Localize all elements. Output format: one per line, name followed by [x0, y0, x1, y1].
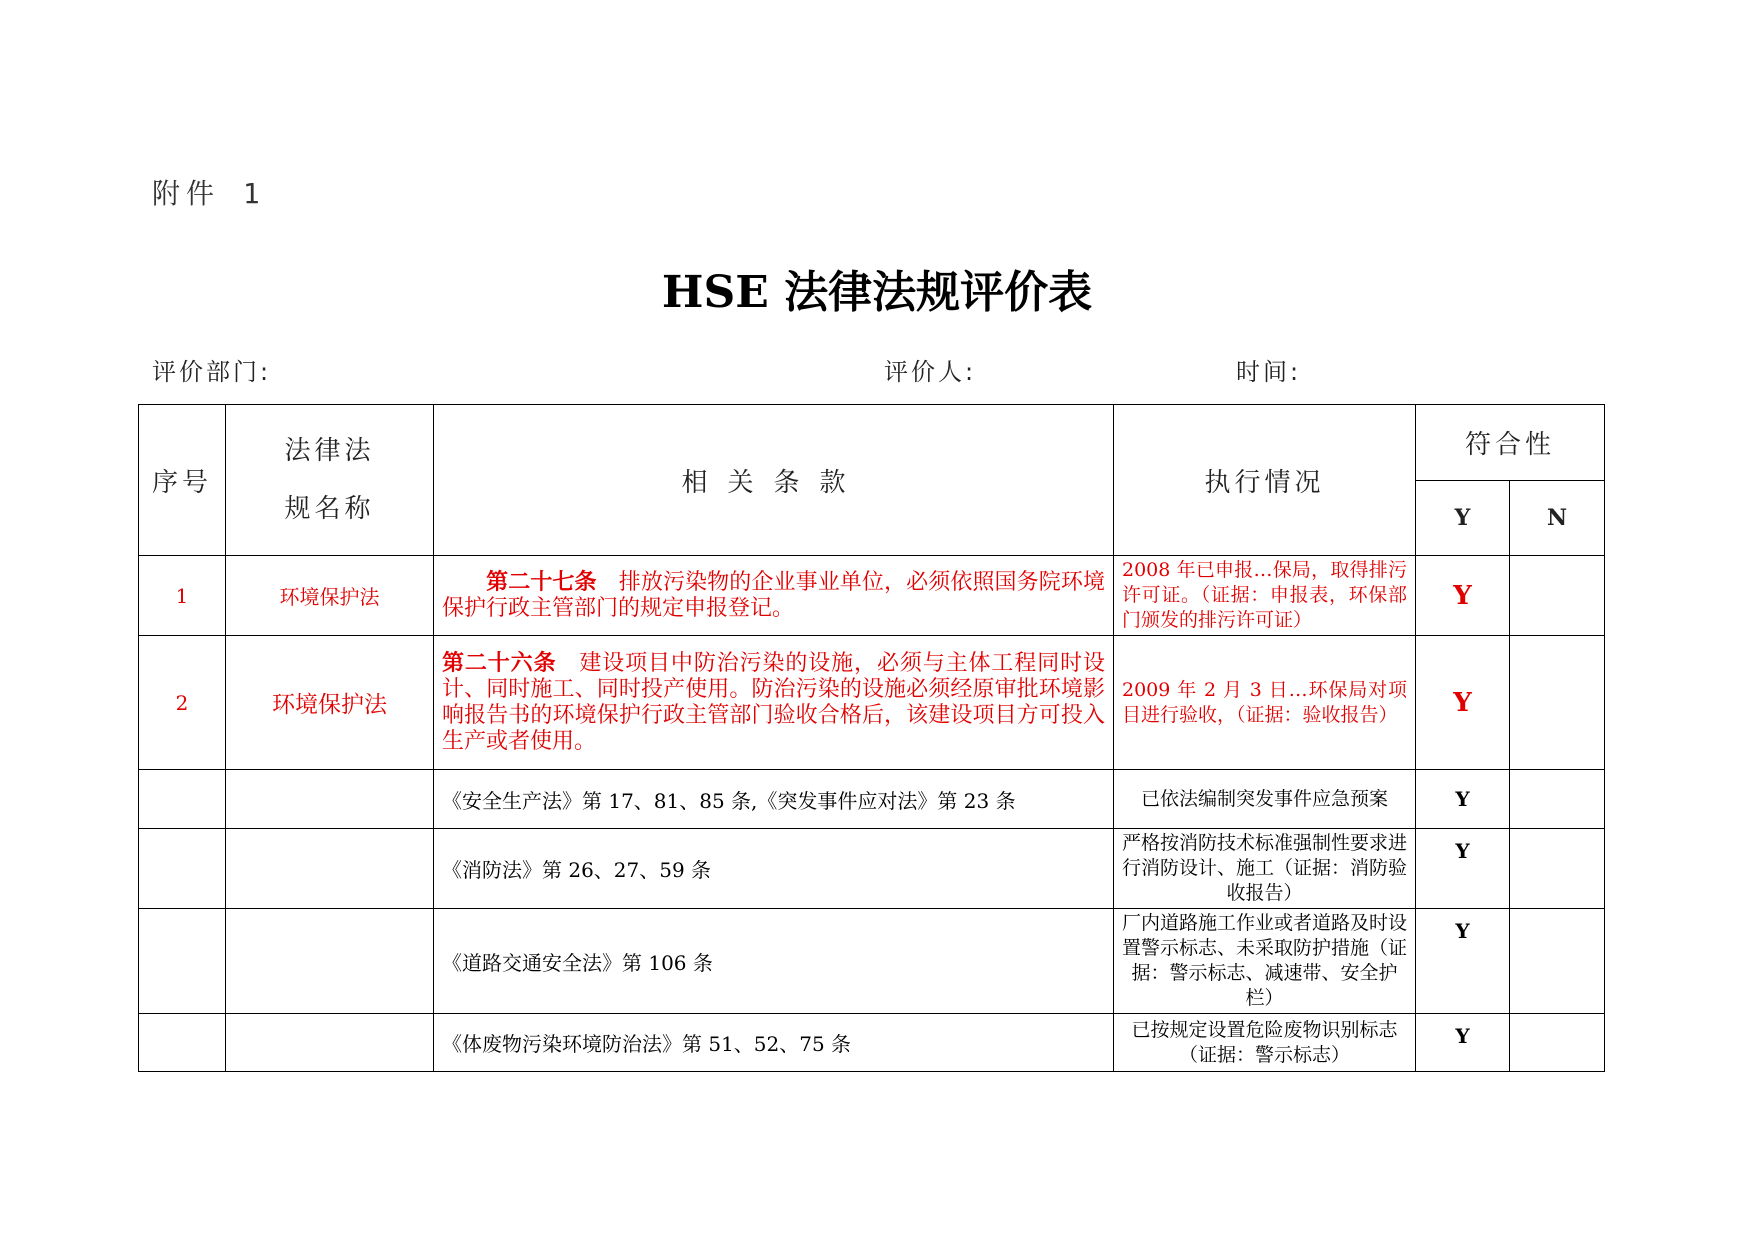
table-row	[139, 636, 1605, 770]
row-clause: 《安全生产法》第 17、81、85 条,《突发事件应对法》第 23 条	[434, 770, 1114, 829]
header-law-name	[226, 405, 434, 556]
header-law-name-line1: 法律法	[284, 436, 375, 466]
row-law	[226, 909, 434, 1014]
row-yes: Y	[1416, 770, 1510, 829]
row-execution: 严格按消防技术标准强制性要求进行消防设计、施工（证据：消防验收报告）	[1114, 829, 1416, 909]
evaluator-label: 评价人:	[884, 358, 977, 386]
attachment-label: 附件 1	[152, 177, 266, 210]
header-seq: 序号	[139, 405, 226, 556]
row-execution: 已按规定设置危险废物识别标志（证据：警示标志）	[1114, 1014, 1416, 1072]
header-yes: Y	[1416, 481, 1510, 556]
header-clause: 相关条款	[434, 405, 1114, 556]
row-seq: 2	[139, 636, 226, 770]
row-clause: 《体废物污染环境防治法》第 51、52、75 条	[434, 1014, 1114, 1072]
row-law	[226, 770, 434, 829]
table-row	[139, 556, 1605, 636]
row-seq	[139, 909, 226, 1014]
row-no	[1510, 556, 1605, 636]
row-law: 环境保护法	[226, 636, 434, 770]
row-yes: Y	[1416, 909, 1510, 1014]
row-no	[1510, 1014, 1605, 1072]
row-clause: 《消防法》第 26、27、59 条	[434, 829, 1114, 909]
row-seq	[139, 1014, 226, 1072]
row-clause-text: 建设项目中防治污染的设施，必须与主体工程同时设计、同时施工、同时投产使用。防治污染的设施必须经原审批环境影响报告书的环境保护行政主管部门验收合格后，该建设项目方可投入生产或者使用。	[442, 651, 1105, 754]
row-clause-text: 排放污染物的企业事业单位，必须依照国务院环境保护行政主管部门的规定申报登记。	[442, 570, 1105, 621]
row-clause	[434, 636, 1114, 770]
row-yes: Y	[1416, 556, 1510, 636]
row-clause	[434, 556, 1114, 636]
row-yes: Y	[1416, 829, 1510, 909]
row-law	[226, 829, 434, 909]
row-article: 第二十六条	[442, 650, 557, 676]
evaluation-table	[138, 404, 1605, 1072]
row-seq: 1	[139, 556, 226, 636]
header-compliance: 符合性	[1416, 405, 1605, 481]
table-row	[139, 829, 1605, 909]
header-no: N	[1510, 481, 1605, 556]
document-title: HSE 法律法规评价表	[661, 267, 1093, 318]
row-no	[1510, 770, 1605, 829]
row-seq	[139, 829, 226, 909]
row-seq	[139, 770, 226, 829]
header-law-name-line2: 规名称	[284, 494, 375, 524]
table-row	[139, 1014, 1605, 1072]
row-no	[1510, 829, 1605, 909]
row-execution: 2009 年 2 月 3 日…环保局对项目进行验收，（证据：验收报告）	[1114, 636, 1416, 770]
row-no	[1510, 636, 1605, 770]
department-label: 评价部门:	[152, 358, 272, 386]
time-label: 时间:	[1236, 358, 1302, 386]
row-execution: 已依法编制突发事件应急预案	[1114, 770, 1416, 829]
row-clause: 《道路交通安全法》第 106 条	[434, 909, 1114, 1014]
row-yes: Y	[1416, 636, 1510, 770]
row-law: 环境保护法	[226, 556, 434, 636]
table-row	[139, 770, 1605, 829]
row-law	[226, 1014, 434, 1072]
row-execution: 2008 年已申报…保局，取得排污许可证。（证据：申报表，环保部门颁发的排污许可证）	[1114, 556, 1416, 636]
row-article: 第二十七条	[486, 569, 597, 595]
row-execution: 厂内道路施工作业或者道路及时设置警示标志、未采取防护措施（证据：警示标志、减速带、安全护栏）	[1114, 909, 1416, 1014]
table-row	[139, 909, 1605, 1014]
header-execution: 执行情况	[1114, 405, 1416, 556]
header-row	[139, 405, 1605, 481]
row-yes: Y	[1416, 1014, 1510, 1072]
row-no	[1510, 909, 1605, 1014]
